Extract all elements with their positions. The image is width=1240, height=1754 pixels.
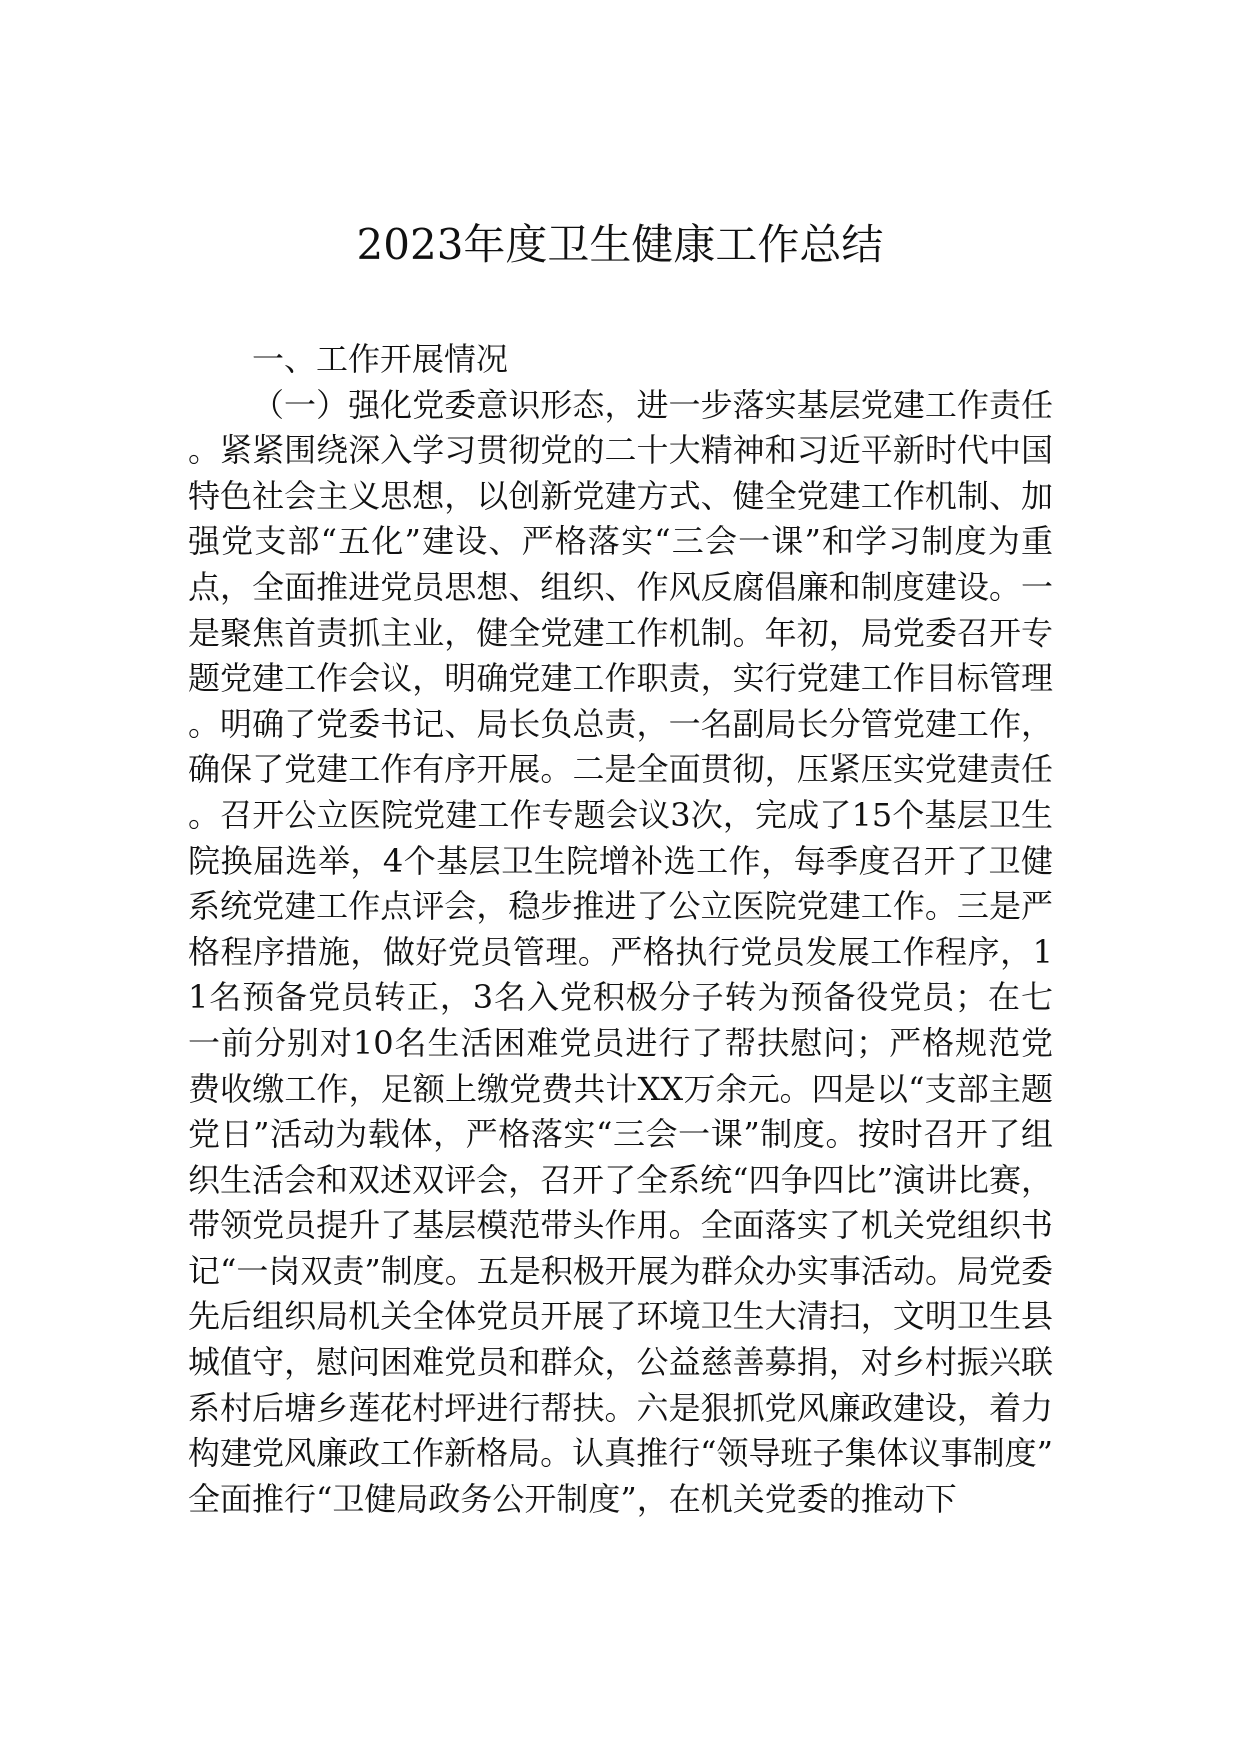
body-paragraph: （一）强化党委意识形态，进一步落实基层党建工作责任。紧紧围绕深入学习贯彻党的二十大精神和习近平新时代中国特色社会主义思想，以创新党建方式、健全党建工作机制、加强党支部“五化”建设、严格落实“三会一课”和学习制度为重点，全面推进党员思想、组织、作风反腐倡廉和制度建设。一是聚焦首责抓主业，健全党建工作机制。年初，局党委召开专题党建工作会议，明确党建工作职责，实行党建工作目标管理。明确了党委书记、局长负总责，一名副局长分管党建工作，确保了党建工作有序开展。二是全面贯彻，压紧压实党建责任。召开公立医院党建工作专题会议3次，完成了15个基层卫生院换届选举，4个基层卫生院增补选工作，每季度召开了卫健系统党建工作点评会，稳步推进了公立医院党建工作。三是严格程序措施，做好党员管理。严格执行党员发展工作程序，11名预备党员转正，3名入党积极分子转为预备役党员；在七一前分别对10名生活困难党员进行了帮扶慰问；严格规范党费收缴工作，足额上缴党费共计XX万余元。四是以“支部主题党日”活动为载体，严格落实“三会一课”制度。按时召开了组织生活会和双述双评会，召开了全系统“四争四比”演讲比赛，带领党员提升了基层模范带头作用。全面落实了机关党组织书记“一岗双责”制度。五是积极开展为群众办实事活动。局党委先后组织局机关全体党员开展了环境卫生大清扫，文明卫生县城值守，慰问困难党员和群众，公益慈善募捐，对乡村振兴联系村后塘乡莲花村坪进行帮扶。六是狠抓党风廉政建设，着力构建党风廉政工作新格局。认真推行“领导班子集体议事制度”全面推行“卫健局政务公开制度”，在机关党委的推动下	[188, 385, 1053, 1518]
document-title: 2023年度卫生健康工作总结	[356, 220, 884, 269]
document-body	[188, 337, 1053, 1522]
section-heading: 一、工作开展情况	[252, 340, 509, 378]
